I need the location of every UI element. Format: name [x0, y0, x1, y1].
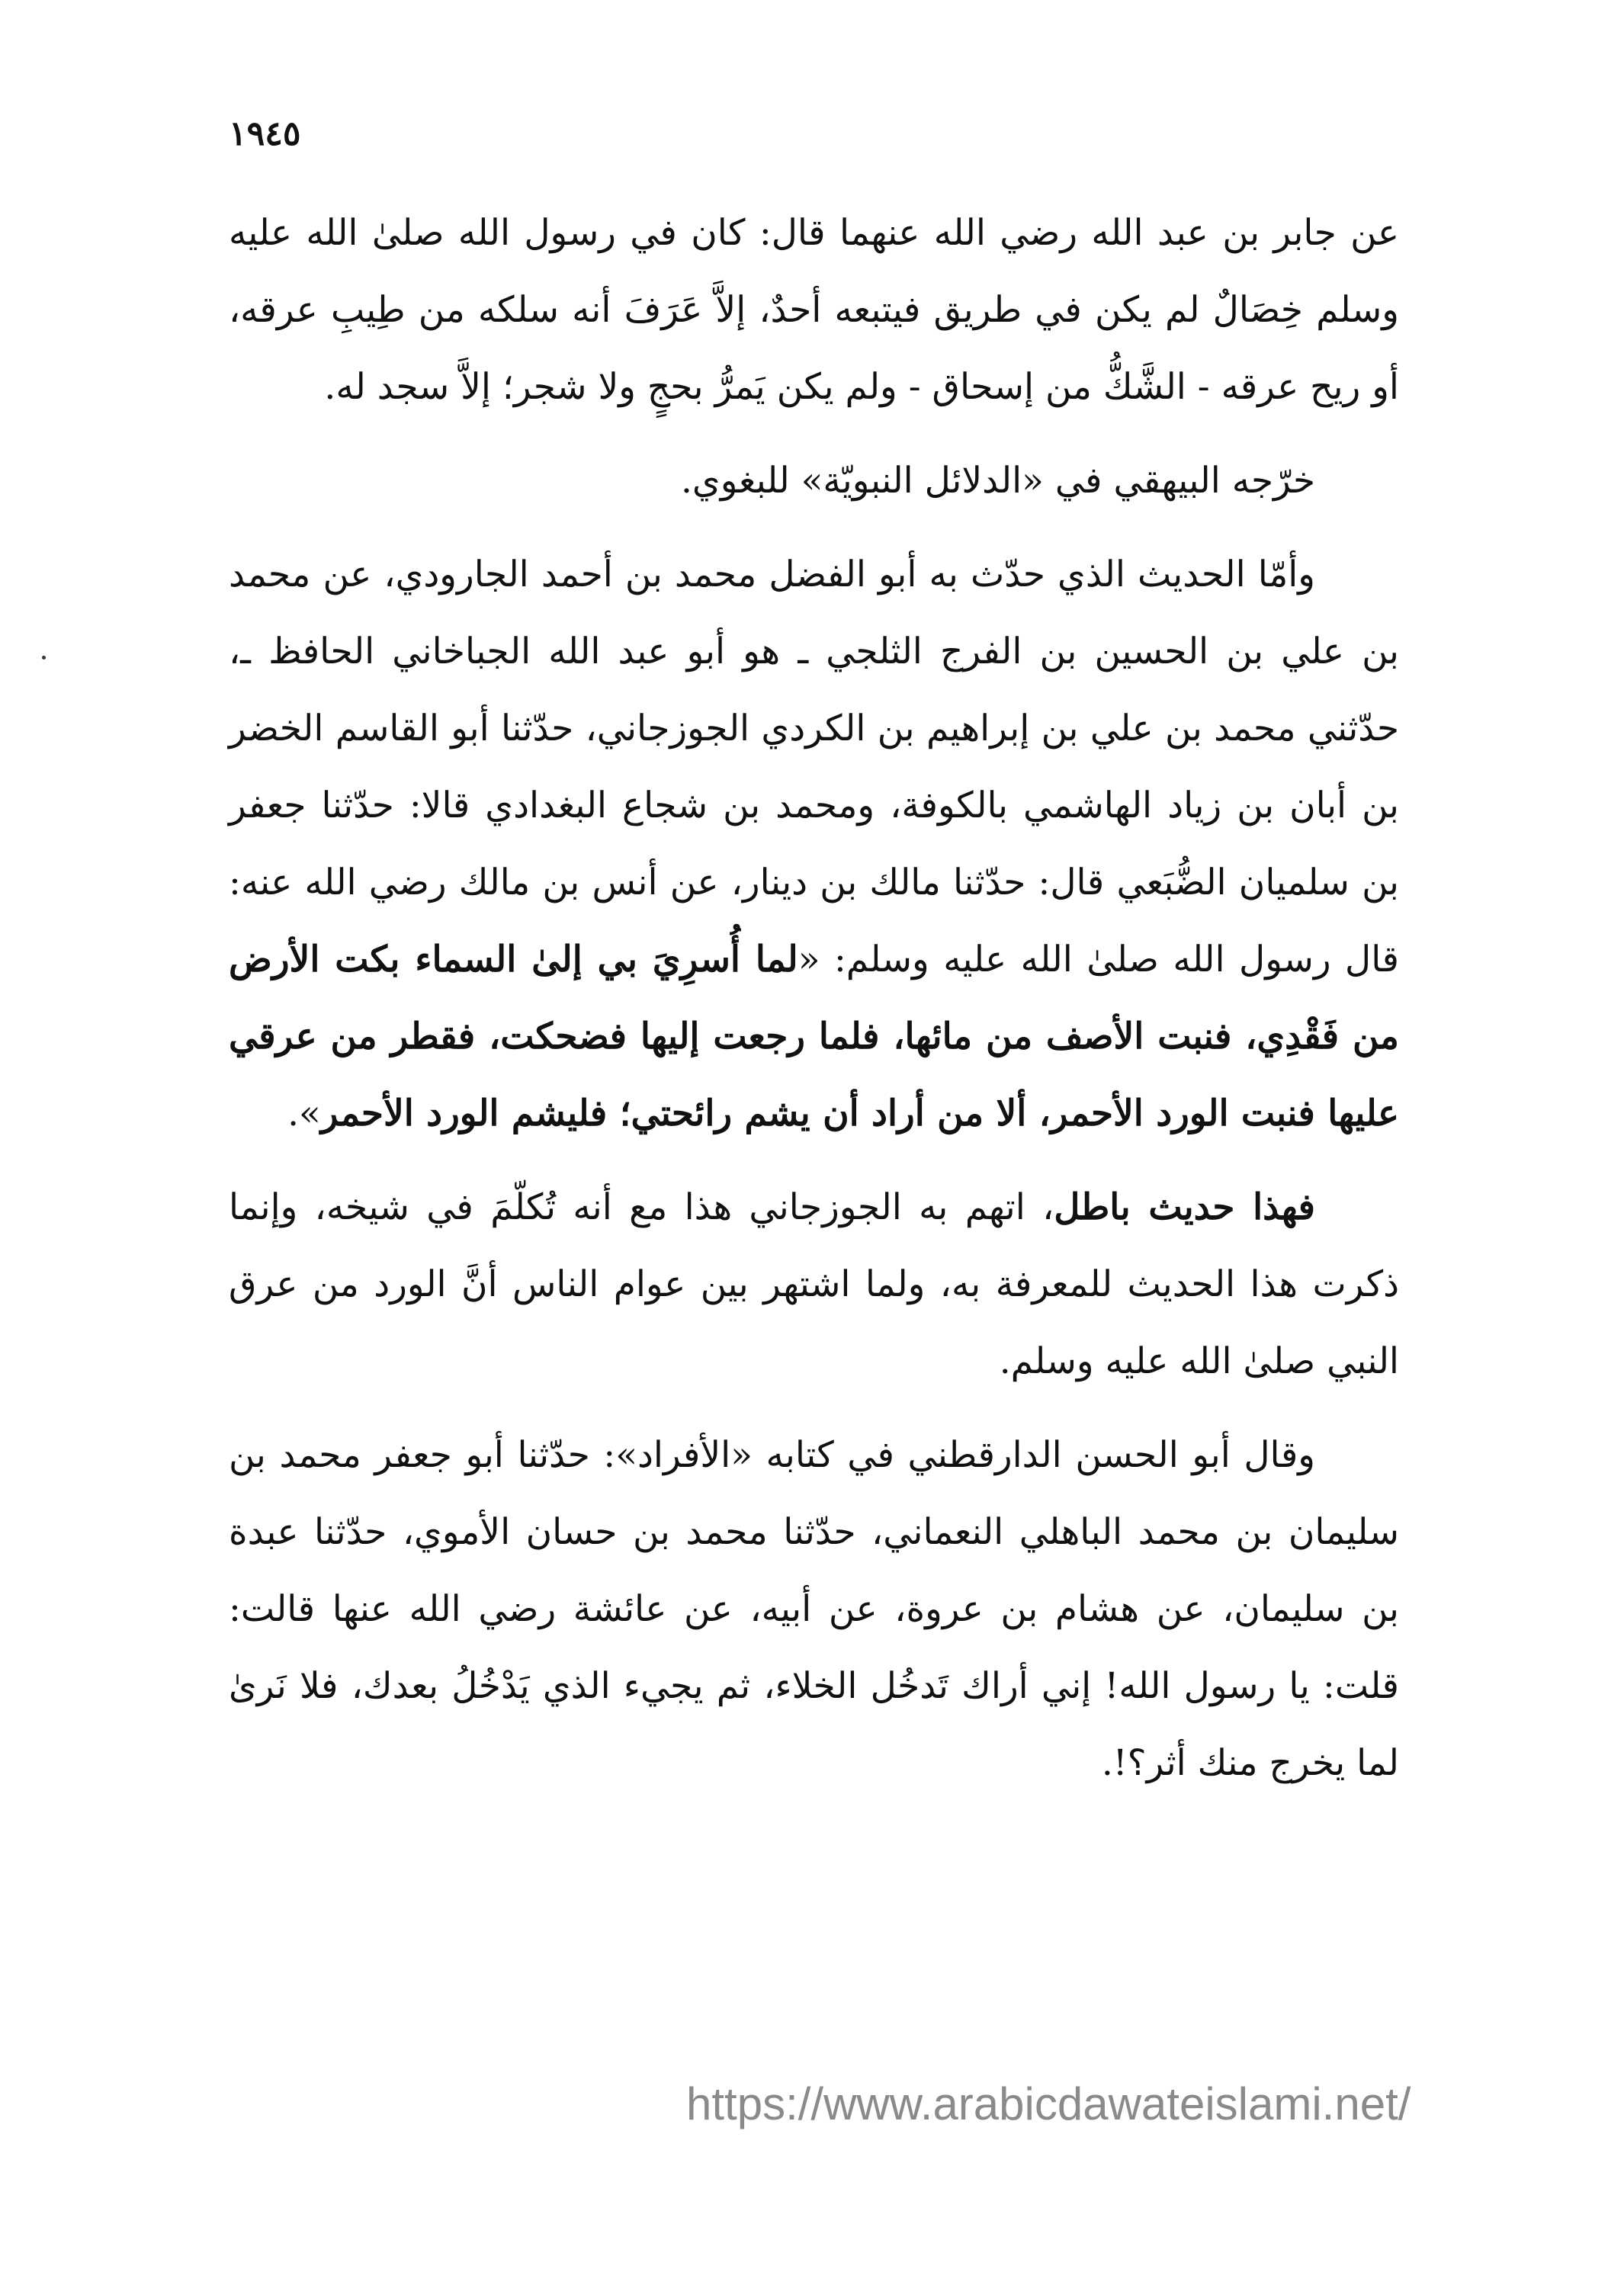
watermark-url: https://www.arabicdawateislami.net/ [686, 2078, 1411, 2129]
body-text [229, 194, 1399, 1802]
paragraph-3-quote: لما أُسرِيَ بي إلىٰ السماء بكت الأرض من فَقْدِي، فنبت الأصف من مائها، فلما رجعت إليها فضحكت، فقطر من عرقي عليها فنبت الورد الأحمر، ألا من أراد أن يشم رائحتي؛ فليشم الورد الأحمر [229, 939, 1399, 1134]
paragraph-2-text: خرّجه البيهقي في «الدلائل النبويّة» للبغوي. [680, 460, 1315, 502]
paragraph-1 [229, 194, 1399, 425]
paragraph-4-lead: فهذا حديث باطل [1054, 1186, 1315, 1228]
paragraph-3 [229, 536, 1399, 1152]
paragraph-3-text: وأمّا الحديث الذي حدّث به أبو الفضل محمد بن أحمد الجارودي، عن محمد بن علي بن الحسين بن الفرج الثلجي ـ هو أبو عبد الله الجباخاني الحافظ ـ، حدّثني محمد بن علي بن إبراهيم بن الكردي الجوزجاني، حدّثنا أبو القاسم الخضر بن أبان بن زياد الهاشمي بالكوفة، ومحمد بن شجاع البغدادي قالا: حدّثنا جعفر بن سلميان الضُّبَعي قال: حدّثنا مالك بن دينار، عن أنس بن مالك رضي الله عنه: قال رسول الله صلىٰ الله عليه وسلم: « [229, 554, 1399, 980]
paragraph-2 [229, 442, 1399, 519]
paragraph-4-text: ، اتهم به الجوزجاني هذا مع أنه تُكلّمَ في شيخه، وإنما ذكرت هذا الحديث للمعرفة به، ولما اشتهر بين عوام الناس أنَّ الورد من عرق النبي صلىٰ الله عليه وسلم. [229, 1186, 1399, 1382]
paragraph-5 [229, 1417, 1399, 1802]
paragraph-4 [229, 1169, 1399, 1400]
paragraph-5-text: وقال أبو الحسن الدارقطني في كتابه «الأفراد»: حدّثنا أبو جعفر محمد بن سليمان بن محمد الباهلي النعماني، حدّثنا محمد بن حسان الأموي، حدّثنا عبدة بن سليمان، عن هشام بن عروة، عن أبيه، عن عائشة رضي الله عنها قالت: قلت: يا رسول الله! إني أراك تَدخُل الخلاء، ثم يجيء الذي يَدْخُلُ بعدك، فلا نَرىٰ لما يخرج منك أثر؟!. [229, 1434, 1399, 1784]
paragraph-1-text: عن جابر بن عبد الله رضي الله عنهما قال: كان في رسول الله صلىٰ الله عليه وسلم خِصَالٌ لم يكن في طريق فيتبعه أحدٌ، إلاَّ عَرَفَ أنه سلكه من طِيبِ عرقه، أو ريح عرقه - الشَّكُّ من إسحاق - ولم يكن يَمرُّ بحجٍ ولا شجر؛ إلاَّ سجد له. [229, 212, 1399, 408]
margin-dot [42, 656, 46, 659]
paragraph-3-quote-end: ». [287, 1093, 321, 1134]
page-number: ١٩٤٥ [229, 114, 301, 153]
